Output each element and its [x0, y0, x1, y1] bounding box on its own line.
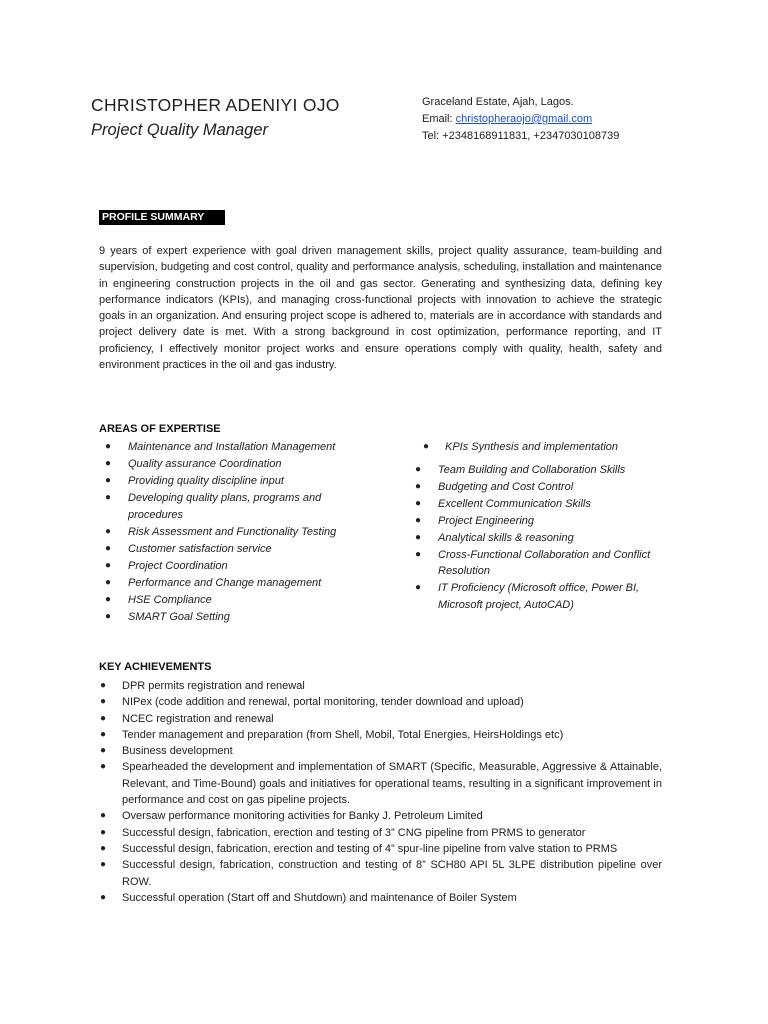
expertise-list-left	[99, 439, 369, 626]
bullet-icon: ●	[105, 542, 112, 554]
email-label: Email:	[422, 113, 456, 125]
list-item	[99, 743, 662, 759]
list-item	[99, 575, 369, 592]
achievements-list	[99, 678, 662, 906]
bullet-icon: ●	[415, 548, 422, 560]
list-item	[99, 541, 369, 558]
list-item-text: Oversaw performance monitoring activities for Banky J. Petroleum Limited	[122, 810, 483, 823]
list-item-text: NCEC registration and renewal	[122, 712, 274, 725]
list-item-text: KPIs Synthesis and implementation	[445, 441, 619, 453]
bullet-icon: ●	[105, 458, 112, 469]
email-link[interactable]: christopheraojo@gmail.com	[455, 113, 593, 125]
bullet-icon: ●	[105, 492, 112, 503]
list-item	[412, 462, 652, 479]
list-item-text: Tender management and preparation (from Shell, Mobil, Total Energies, HeirsHoldings etc)	[122, 728, 564, 741]
list-item	[99, 808, 662, 824]
list-item	[99, 890, 662, 906]
list-item	[99, 759, 662, 808]
list-item-text: NIPex (code addition and renewal, portal monitoring, tender download and upload)	[122, 696, 524, 709]
bullet-icon: ●	[100, 859, 107, 871]
bullet-icon: ●	[100, 826, 107, 838]
list-item-text: Quality assurance Coordination	[128, 458, 282, 470]
list-item-text: Customer satisfaction service	[128, 542, 272, 555]
bullet-icon: ●	[100, 680, 107, 691]
bullet-icon: ●	[415, 531, 422, 543]
list-item-text: Successful design, fabrication, erection and testing of 3” CNG pipeline from PRMS to generator	[122, 826, 586, 839]
phone-line: Tel: +2348168911831, +2347030108739	[422, 130, 620, 142]
list-item-text: Spearheaded the development and implementation of SMART (Specific, Measurable, Aggressive & Attainable, Relevant, and Time-Bound) goals and initiatives for operational teams, resulting in a significant improvement in performance and cost on gas pipeline projects.	[122, 761, 662, 807]
list-item-text: Providing quality discipline input	[128, 475, 284, 487]
list-item	[412, 439, 652, 456]
list-item-text: Budgeting and Cost Control	[438, 480, 574, 493]
bullet-icon: ●	[105, 593, 112, 605]
list-item	[99, 592, 369, 609]
bullet-icon: ●	[415, 514, 422, 526]
list-item	[99, 727, 662, 743]
list-item-text: Analytical skills & reasoning	[438, 531, 574, 544]
list-item-text: Risk Assessment and Functionality Testing	[128, 525, 337, 538]
list-item	[99, 439, 369, 456]
bullet-icon: ●	[100, 696, 107, 708]
list-item	[99, 524, 369, 541]
list-item	[412, 479, 652, 496]
bullet-icon: ●	[100, 745, 107, 757]
bullet-icon: ●	[105, 525, 112, 537]
list-item-text: Business development	[122, 745, 233, 758]
list-item	[99, 473, 369, 490]
list-item-text: Developing quality plans, programs and procedures	[128, 492, 322, 521]
list-item-text: DPR permits registration and renewal	[122, 680, 305, 692]
list-item	[99, 558, 369, 575]
bullet-icon: ●	[100, 810, 107, 822]
bullet-icon: ●	[100, 761, 107, 773]
bullet-icon: ●	[415, 480, 422, 492]
list-item-text: Successful design, fabrication, erection and testing of 4” spur-line pipeline from valve station to PRMS	[122, 842, 618, 855]
list-item-text: Project Engineering	[438, 514, 535, 527]
list-item	[99, 694, 662, 710]
bullet-icon: ●	[415, 497, 422, 509]
expertise-list-right	[412, 439, 652, 614]
list-item-text: Successful operation (Start off and Shutdown) and maintenance of Boiler System	[122, 891, 517, 904]
profile-summary-text: 9 years of expert experience with goal driven management skills, project quality assurance, team-building and supervision, budgeting and cost control, quality and performance analysis, scheduling, installation and maintenance in engineering construction projects in the oil and gas sector. Generating and synthesizing data, defining key performance indicators (KPIs), and managing cross-functional projects with innovation to achieve the strategic goals in an organization. And ensuring project scope is adhered to, materials are in accordance with standards and project delivery date is met. With a strong background in cost optimization, performance reporting, and IT proficiency, I effectively monitor project works and ensure operations comply with quality, health, safety and environment practices in the oil and gas industry.	[99, 245, 662, 372]
areas-of-expertise-heading: AREAS OF EXPERTISE	[99, 423, 221, 435]
bullet-icon: ●	[415, 463, 422, 475]
address: Graceland Estate, Ajah, Lagos.	[422, 96, 574, 108]
list-item	[99, 711, 662, 727]
list-item	[99, 841, 662, 857]
list-item-text: Cross-Functional Collaboration and Conflict Resolution	[438, 548, 651, 577]
bullet-icon: ●	[105, 441, 112, 452]
key-achievements-heading: KEY ACHIEVEMENTS	[99, 661, 212, 673]
list-item	[99, 490, 369, 523]
list-item-text: Team Building and Collaboration Skills	[438, 463, 626, 476]
bullet-icon: ●	[100, 728, 107, 740]
list-item	[412, 513, 652, 530]
list-item-text: Successful design, fabrication, construction and testing of 8” SCH80 API 5L 3LPE distribution pipeline over ROW.	[122, 859, 662, 888]
email-line	[422, 111, 619, 128]
list-item-text: Excellent Communication Skills	[438, 497, 591, 510]
list-item-text: Project Coordination	[128, 559, 228, 572]
list-item	[99, 825, 662, 841]
bullet-icon: ●	[105, 576, 112, 588]
list-item	[412, 496, 652, 513]
bullet-icon: ●	[100, 891, 107, 903]
profile-summary-heading: PROFILE SUMMARY	[99, 210, 225, 225]
contact-block	[422, 94, 619, 145]
list-item	[412, 530, 652, 547]
bullet-icon: ●	[423, 441, 430, 452]
bullet-icon: ●	[100, 842, 107, 854]
list-item	[99, 456, 369, 473]
list-item-text: Performance and Change management	[128, 576, 322, 589]
list-item	[412, 547, 652, 580]
list-item-text: Maintenance and Installation Management	[128, 441, 336, 453]
list-item-text: HSE Compliance	[128, 593, 212, 606]
bullet-icon: ●	[415, 582, 422, 593]
list-item-text: SMART Goal Setting	[128, 610, 230, 623]
list-item-text: IT Proficiency (Microsoft office, Power BI, Microsoft project, AutoCAD)	[438, 582, 640, 611]
job-title: Project Quality Manager	[91, 121, 268, 139]
list-item	[99, 678, 662, 694]
bullet-icon: ●	[105, 610, 112, 622]
list-item	[99, 609, 369, 626]
bullet-icon: ●	[105, 559, 112, 571]
list-item	[99, 857, 662, 890]
list-item	[412, 580, 652, 613]
bullet-icon: ●	[100, 712, 107, 724]
candidate-name: CHRISTOPHER ADENIYI OJO	[91, 95, 340, 115]
bullet-icon: ●	[105, 475, 112, 486]
